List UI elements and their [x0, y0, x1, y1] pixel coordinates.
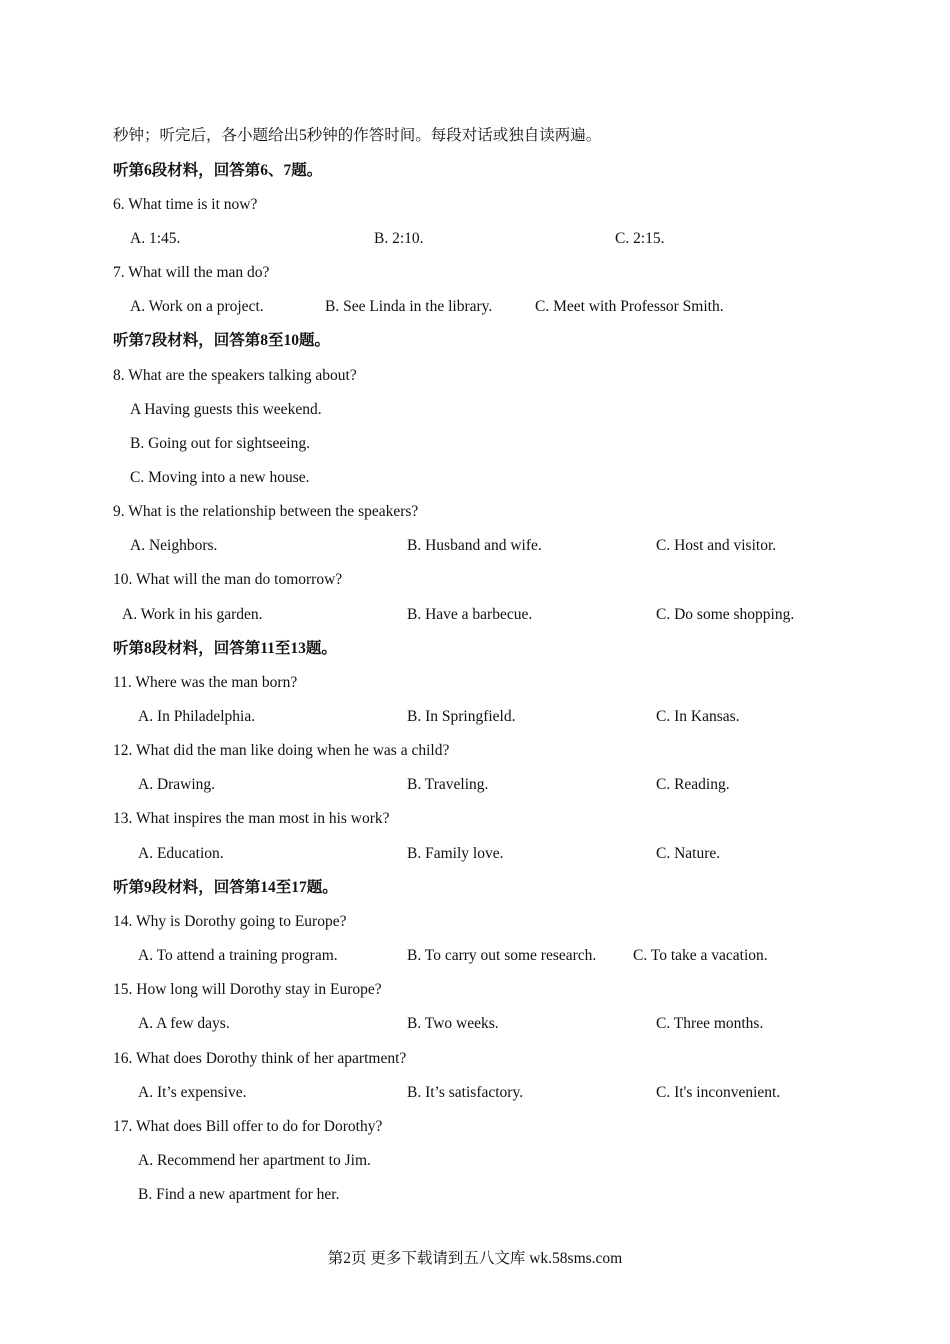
q8-option-a: A Having guests this weekend.: [130, 401, 322, 418]
q16-option-b: B. It’s satisfactory.: [407, 1084, 524, 1101]
q14-option-a: A. To attend a training program.: [138, 947, 338, 964]
question-13: 13. What inspires the man most in his work?: [113, 810, 390, 827]
question-10: 10. What will the man do tomorrow?: [113, 571, 343, 588]
question-8: 8. What are the speakers talking about?: [113, 367, 357, 384]
question-16: 16. What does Dorothy think of her apartment?: [113, 1050, 407, 1067]
q13-option-a: A. Education.: [138, 845, 224, 862]
section-9-heading: 听第9段材料，回答第14至17题。: [113, 879, 338, 896]
q15-option-a: A. A few days.: [138, 1015, 230, 1032]
q6-option-b: B. 2:10.: [374, 230, 424, 247]
q9-option-b: B. Husband and wife.: [407, 537, 542, 554]
q7-option-b: B. See Linda in the library.: [325, 298, 493, 315]
q10-option-c: C. Do some shopping.: [656, 606, 795, 623]
q9-option-a: A. Neighbors.: [130, 537, 218, 554]
q13-option-c: C. Nature.: [656, 845, 721, 862]
intro-text: 秒钟；听完后，各小题给出5秒钟的作答时间。每段对话或独自读两遍。: [113, 127, 602, 144]
question-11: 11. Where was the man born?: [113, 674, 298, 691]
q6-option-c: C. 2:15.: [615, 230, 665, 247]
q11-option-b: B. In Springfield.: [407, 708, 516, 725]
q12-option-a: A. Drawing.: [138, 776, 216, 793]
q8-option-c: C. Moving into a new house.: [130, 469, 310, 486]
q17-option-a: A. Recommend her apartment to Jim.: [138, 1152, 371, 1169]
section-8-heading: 听第8段材料，回答第11至13题。: [113, 640, 337, 657]
q13-option-b: B. Family love.: [407, 845, 504, 862]
section-6-heading: 听第6段材料，回答第6、7题。: [113, 162, 323, 179]
q15-option-c: C. Three months.: [656, 1015, 764, 1032]
q11-option-a: A. In Philadelphia.: [138, 708, 256, 725]
q12-option-c: C. Reading.: [656, 776, 730, 793]
question-14: 14. Why is Dorothy going to Europe?: [113, 913, 347, 930]
question-12: 12. What did the man like doing when he was a child?: [113, 742, 450, 759]
question-17: 17. What does Bill offer to do for Dorothy?: [113, 1118, 383, 1135]
q10-option-a: A. Work in his garden.: [122, 606, 263, 623]
question-7: 7. What will the man do?: [113, 264, 270, 281]
q17-option-b: B. Find a new apartment for her.: [138, 1186, 340, 1203]
q7-option-a: A. Work on a project.: [130, 298, 264, 315]
question-9: 9. What is the relationship between the speakers?: [113, 503, 419, 520]
q12-option-b: B. Traveling.: [407, 776, 489, 793]
q7-option-c: C. Meet with Professor Smith.: [535, 298, 724, 315]
section-7-heading: 听第7段材料，回答第8至10题。: [113, 332, 331, 349]
q9-option-c: C. Host and visitor.: [656, 537, 777, 554]
question-6: 6. What time is it now?: [113, 196, 258, 213]
q11-option-c: C. In Kansas.: [656, 708, 740, 725]
q14-option-b: B. To carry out some research.: [407, 947, 597, 964]
q15-option-b: B. Two weeks.: [407, 1015, 499, 1032]
q16-option-c: C. It's inconvenient.: [656, 1084, 781, 1101]
q16-option-a: A. It’s expensive.: [138, 1084, 247, 1101]
q14-option-c: C. To take a vacation.: [633, 947, 768, 964]
q6-option-a: A. 1:45.: [130, 230, 181, 247]
q8-option-b: B. Going out for sightseeing.: [130, 435, 310, 452]
q10-option-b: B. Have a barbecue.: [407, 606, 533, 623]
question-15: 15. How long will Dorothy stay in Europe?: [113, 981, 382, 998]
page-footer: 第2页 更多下载请到五八文库 wk.58sms.com: [327, 1250, 623, 1267]
